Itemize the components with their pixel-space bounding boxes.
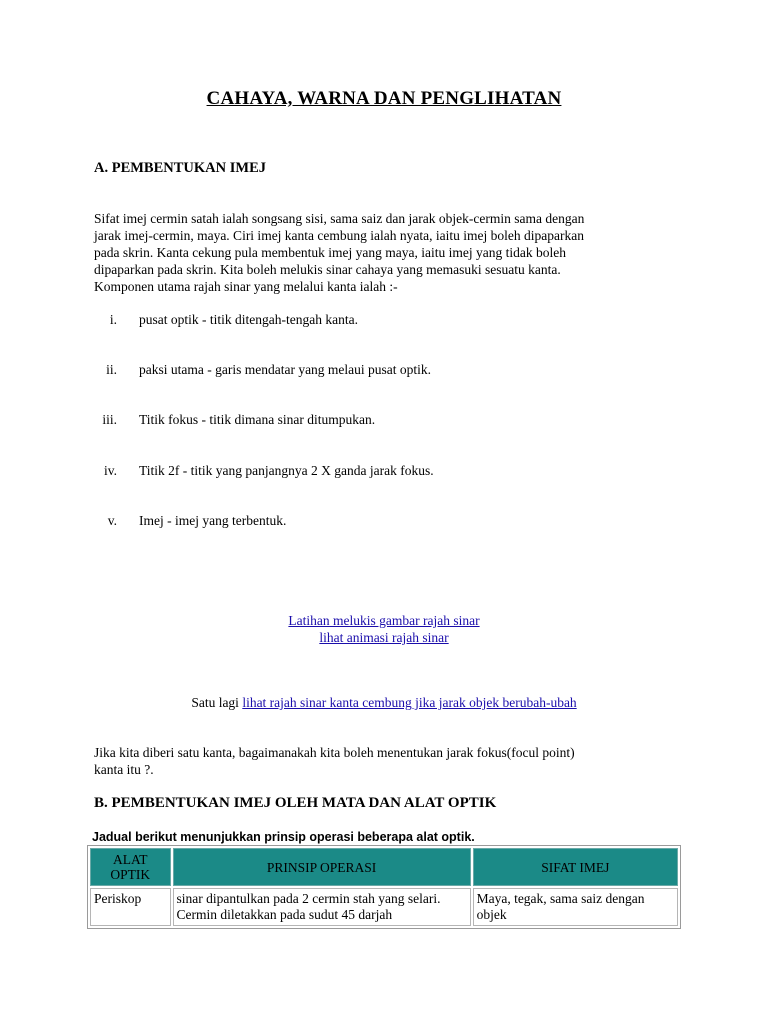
intro-line: Sifat imej cermin satah ialah songsang sisi, sama saiz dan jarak objek-cermin sama dengan [94,211,585,226]
header-sifat-imej: SIFAT IMEJ [473,848,678,886]
intro-line: jarak imej-cermin, maya. Ciri imej kanta cembung ialah nyata, iaitu imej boleh dipaparkan [94,228,584,243]
exercise-link[interactable]: Latihan melukis gambar rajah sinar [288,613,480,628]
cell-alat: Periskop [90,888,171,926]
page-title: CAHAYA, WARNA DAN PENGLIHATAN [206,88,562,109]
list-number: i. [109,312,117,327]
list-number: iv. [104,463,117,478]
list-text: Imej - imej yang terbentuk. [139,513,287,528]
animation-link[interactable]: lihat animasi rajah sinar [319,630,449,645]
intro-paragraph [94,210,674,295]
cell-sifat: Maya, tegak, sama saiz dengan objek [473,888,678,926]
intro-line: Komponen utama rajah sinar yang melalui kanta ialah :- [94,279,398,294]
section-heading-a: A. PEMBENTUKAN IMEJ [94,160,266,176]
header-prinsip-operasi: PRINSIP OPERASI [173,848,471,886]
intro-line: dipaparkan pada skrin. Kita boleh melukis sinar cahaya yang memasuki sesuatu kanta. [94,262,561,277]
convex-lens-link[interactable]: lihat rajah sinar kanta cembung jika jarak objek berubah-ubah [242,695,577,710]
question-line: kanta itu ?. [94,762,154,777]
table-row [90,888,678,926]
list-number: ii. [106,362,117,377]
list-text: Titik 2f - titik yang panjangnya 2 X ganda jarak fokus. [139,463,434,478]
list-text: Titik fokus - titik dimana sinar ditumpukan. [139,412,376,427]
intro-line: pada skrin. Kanta cekung pula membentuk imej yang maya, iaitu imej yang tidak boleh [94,245,566,260]
table-header-row [90,848,678,886]
question-paragraph [94,744,694,778]
section-heading-b: B. PEMBENTUKAN IMEJ OLEH MATA DAN ALAT OPTIK [94,795,497,811]
list-text: pusat optik - titik ditengah-tengah kanta. [139,312,358,327]
satu-lagi-line [0,695,768,711]
list-number: iii. [102,412,117,427]
optical-devices-table [87,845,681,929]
satu-lagi-prefix: Satu lagi [191,695,243,710]
cell-prinsip: sinar dipantulkan pada 2 cermin stah yang selari. Cermin diletakkan pada sudut 45 darjah [173,888,471,926]
list-number: v. [107,513,117,528]
link-block [0,612,768,646]
list-text: paksi utama - garis mendatar yang melaui pusat optik. [139,362,432,377]
question-line: Jika kita diberi satu kanta, bagaimanakah kita boleh menentukan jarak fokus(focul point) [94,745,575,760]
table-caption: Jadual berikut menunjukkan prinsip operasi beberapa alat optik. [92,830,475,844]
header-alat-optik: ALAT OPTIK [90,848,171,886]
